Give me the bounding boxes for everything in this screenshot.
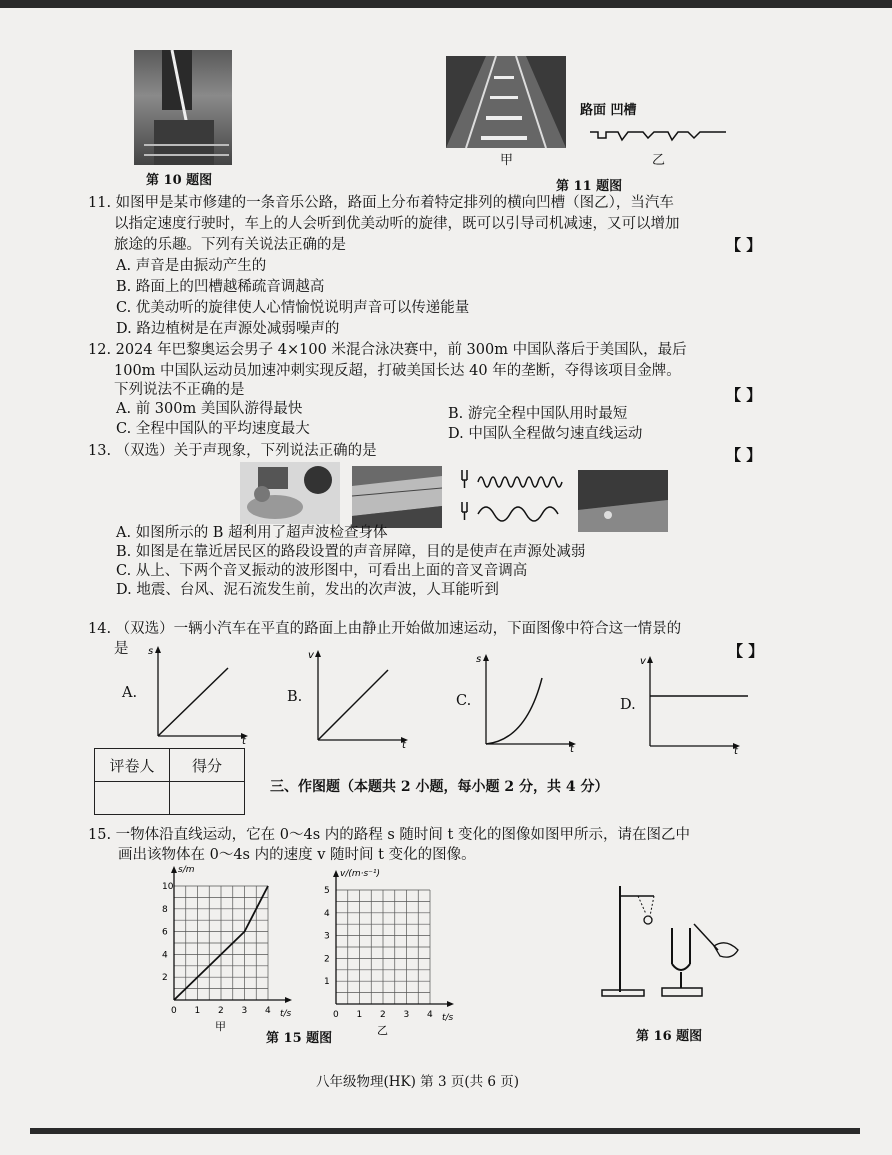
q13-tuning-fork-waveforms	[458, 466, 570, 528]
chart-yi-y-tick-label: 4	[324, 908, 330, 919]
q13-option-c: C. 从上、下两个音叉振动的波形图中，可看出上面的音叉音调高	[116, 563, 528, 579]
chart-yi-x-tick-label: 0	[333, 1010, 339, 1020]
q14-a-axis-s: s	[148, 646, 154, 657]
q13-option-d: D. 地震、台风、泥石流发生前，发出的次声波，人耳能听到	[116, 582, 499, 598]
q14-option-d-label: D.	[620, 697, 636, 713]
q14-option-c-label: C.	[456, 693, 472, 709]
q14-stem-line2: 是	[114, 641, 129, 657]
q11-option-c: C. 优美动听的旋律使人心情愉悦说明声音可以传递能量	[116, 300, 470, 316]
score-table-score-header: 得分	[170, 749, 245, 782]
chart-jia-y-tick-label: 6	[162, 927, 168, 938]
chart-yi-y-tick-label: 2	[324, 954, 330, 965]
q14-c-axis-s: s	[476, 654, 482, 665]
chart-yi-y-tick-label: 5	[324, 886, 330, 896]
chart-yi-y-tick-label: 1	[324, 977, 330, 988]
q14-option-b-label: B.	[287, 689, 303, 705]
q11-option-d: D. 路边植树是在声源处减弱噪声的	[116, 321, 340, 337]
q13-bultrasound-photo	[240, 462, 340, 524]
q14-option-a-label: A.	[122, 685, 138, 701]
q15-stem-line2: 画出该物体在 0～4s 内的速度 v 随时间 t 变化的图像。	[118, 847, 476, 863]
fig16-tuning-fork-apparatus	[598, 884, 748, 1002]
chart-yi-sub-caption: 乙	[377, 1024, 388, 1037]
chart-yi-x-tick-label: 2	[380, 1010, 386, 1020]
q11-option-b: B. 路面上的凹槽越稀疏音调越高	[116, 279, 325, 295]
scan-top-edge	[0, 0, 892, 8]
q14-a-axis-t: t	[242, 736, 246, 747]
chart-jia-y-axis-label: s/m	[178, 865, 195, 875]
chart-jia-x-tick-label: 0	[171, 1006, 177, 1016]
q13-option-a: A. 如图所示的 B 超利用了超声波检查身体	[116, 525, 388, 541]
q13-answer-bracket[interactable]: 【 】	[726, 446, 762, 464]
chart-jia-sub-caption: 甲	[215, 1020, 226, 1033]
chart-yi-x-tick-label: 1	[356, 1010, 363, 1020]
q14-c-axis-t: t	[570, 744, 574, 755]
chart-yi-y-axis-label: v/(m·s⁻¹)	[340, 869, 381, 879]
q15-chart-yi	[312, 860, 474, 1037]
q14-stem-line1: 14. （双选）一辆小汽车在平直的路面上由静止开始做加速运动，下面图像中符合这一情景的	[88, 621, 682, 637]
q12-option-a: A. 前 300m 美国队游得最快	[116, 401, 303, 417]
chart-jia-y-tick-label: 8	[162, 904, 168, 915]
fig11-caption: 第 11 题图	[556, 179, 623, 194]
q14-d-axis-v: v	[640, 656, 646, 667]
score-table-reviewer-header: 评卷人	[95, 749, 170, 782]
chart-jia-y-tick-label: 2	[162, 973, 168, 984]
q13-stem: 13. （双选）关于声现象，下列说法正确的是	[88, 443, 377, 459]
chart-jia-x-tick-label: 2	[218, 1006, 224, 1016]
q12-answer-bracket[interactable]: 【 】	[726, 386, 762, 404]
q14-b-axis-v: v	[308, 650, 314, 661]
q12-stem-line1: 12. 2024 年巴黎奥运会男子 4×100 米混合泳决赛中，前 300m 中国队落后于美国队，最后	[88, 342, 687, 358]
chart-jia-y-tick-label: 10	[162, 882, 174, 892]
q14-graph-a	[146, 644, 252, 747]
score-table-reviewer-cell[interactable]	[95, 782, 170, 815]
chart-yi-y-tick-label: 3	[324, 931, 330, 942]
q14-graph-c	[474, 652, 580, 755]
fig11-label-yi: 乙	[652, 153, 666, 168]
scan-bottom-edge	[30, 1128, 860, 1134]
q12-stem-line2: 100m 中国队运动员加速冲刺实现反超，打破美国长达 40 年的垄断，夺得该项目金牌。	[114, 363, 681, 379]
fig15-caption: 第 15 题图	[266, 1031, 333, 1046]
chart-yi-x-arrow	[447, 1001, 454, 1007]
fig10-caption: 第 10 题图	[146, 173, 213, 188]
chart-jia-x-axis-label: t/s	[280, 1009, 292, 1019]
fig11-groove-diagram	[588, 120, 728, 150]
q14-answer-bracket[interactable]: 【 】	[728, 642, 764, 660]
chart-jia-y-tick-label: 4	[162, 950, 168, 961]
q12-option-d: D. 中国队全程做匀速直线运动	[448, 426, 643, 442]
q14-b-axis-t: t	[402, 740, 406, 751]
q11-stem-line2: 以指定速度行驶时，车上的人会听到优美动听的旋律，既可以引导司机减速，又可以增加	[114, 216, 680, 232]
section-3-heading: 三、作图题（本题共 2 小题，每小题 2 分，共 4 分）	[270, 779, 609, 795]
chart-yi-x-axis-label: t/s	[442, 1013, 454, 1023]
chart-jia-x-tick-label: 4	[265, 1006, 271, 1016]
q15-stem-line1: 15. 一物体沿直线运动，它在 0～4s 内的路程 s 随时间 t 变化的图像如图甲所示，请在图乙中	[88, 827, 690, 843]
q14-graph-d	[638, 654, 744, 757]
q11-answer-bracket[interactable]: 【 】	[726, 236, 762, 254]
q15-chart-jia	[150, 856, 310, 1033]
q13-option-b: B. 如图是在靠近居民区的路段设置的声音屏障，目的是使声在声源处减弱	[116, 544, 586, 560]
chart-yi-x-tick-label: 4	[427, 1010, 433, 1020]
fig16-caption: 第 16 题图	[636, 1029, 703, 1044]
fig10-photo	[134, 50, 232, 165]
page-footer: 八年级物理(HK) 第 3 页(共 6 页)	[316, 1074, 520, 1090]
score-table-score-cell[interactable]	[170, 782, 245, 815]
chart-jia-x-tick-label: 1	[194, 1006, 201, 1016]
q11-option-a: A. 声音是由振动产生的	[116, 258, 267, 274]
chart-jia-y-arrow	[171, 866, 177, 873]
q11-stem-line1: 11. 如图甲是某市修建的一条音乐公路，路面上分布着特定排列的横向凹槽（图乙），当汽车	[88, 195, 674, 211]
q14-graph-b	[306, 648, 412, 751]
chart-yi-x-tick-label: 3	[403, 1010, 410, 1020]
score-table	[94, 748, 245, 815]
q11-stem-line3: 旅途的乐趣。下列有关说法正确的是	[114, 237, 346, 253]
q14-d-axis-t: t	[734, 746, 738, 757]
fig11-label-jia: 甲	[500, 153, 514, 168]
chart-yi-y-arrow	[333, 870, 339, 877]
fig11-road-label: 路面 凹槽	[580, 103, 637, 118]
chart-jia-x-arrow	[285, 997, 292, 1003]
q12-stem-line3: 下列说法不正确的是	[114, 382, 245, 398]
q12-option-c: C. 全程中国队的平均速度最大	[116, 421, 310, 437]
fig11-photo	[446, 56, 566, 148]
chart-jia-x-tick-label: 3	[241, 1006, 248, 1016]
q13-landslide-photo	[578, 470, 668, 532]
q13-sound-barrier-photo	[352, 466, 442, 528]
q12-option-b: B. 游完全程中国队用时最短	[448, 406, 628, 422]
